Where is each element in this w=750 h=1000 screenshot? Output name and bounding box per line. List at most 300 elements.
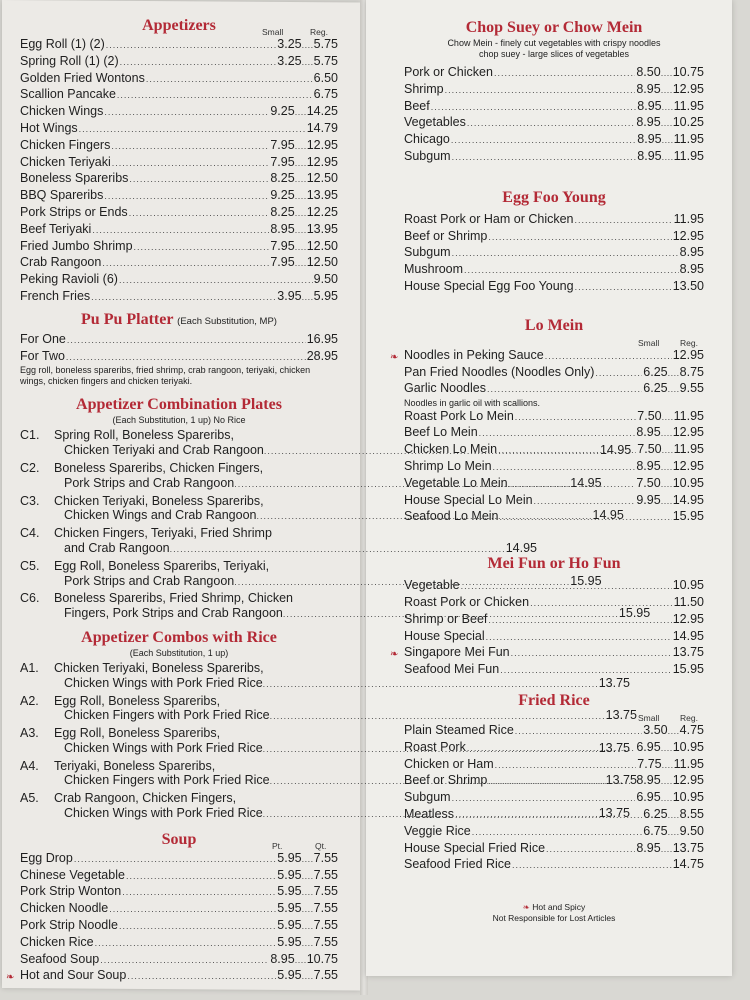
item-name: Chicken Lo Mein: [404, 442, 498, 457]
egg-foo-young-section: [404, 188, 704, 296]
item-price-small: 5.95: [277, 934, 302, 949]
combo-item: [20, 526, 537, 557]
item-name: Singapore Mei Fun: [404, 645, 510, 660]
menu-item: [20, 205, 338, 222]
item-price-small: 5.95: [277, 850, 302, 865]
item-price-small: 9.25: [270, 104, 295, 119]
item-name: BBQ Spareribs: [20, 188, 104, 203]
appetizers-list: [20, 37, 338, 306]
leader-dots: ....: [661, 411, 674, 422]
menu-item: [404, 212, 704, 229]
menu-item: [20, 255, 338, 272]
item-price: 8.55: [679, 807, 704, 821]
item-name: Vegetables: [404, 115, 466, 130]
menu-item: [404, 442, 704, 459]
leader-dots: [494, 66, 635, 82]
leader-dots: [95, 936, 277, 952]
item-name: Shrimp: [404, 81, 444, 96]
item-name: Vegetable Lo Mein: [404, 475, 508, 490]
fried-rice-list: [404, 723, 704, 874]
item-price-small: 3.25: [277, 37, 302, 51]
menu-item: [20, 332, 338, 349]
item-name: French Fries: [20, 288, 91, 303]
menu-item: [404, 723, 704, 740]
mei-fun-list: [390, 578, 704, 679]
leader-dots: [146, 72, 313, 88]
item-price: 5.95: [313, 288, 338, 303]
leader-dots: [493, 460, 636, 476]
menu-item: [404, 857, 704, 874]
item-name: Egg Drop: [20, 850, 73, 865]
lo-mein-list-2: [404, 409, 704, 527]
item-name: Chinese Vegetable: [20, 867, 125, 882]
item-price: 12.95: [672, 459, 704, 474]
combo-line-2-text: Chicken Wings with Pork Fried Rice: [64, 806, 263, 821]
item-name: Roast Pork: [404, 739, 466, 754]
soup-section: [6, 830, 338, 985]
leader-dots: ....: [301, 904, 314, 915]
leader-dots: ....: [660, 495, 673, 506]
small-label: Pt.: [272, 840, 283, 851]
combo-line-2-text: Fingers, Pork Strips and Crab Rangoon: [64, 606, 283, 621]
item-price: 13.75: [598, 806, 630, 821]
leader-dots: [515, 724, 643, 740]
reg-label: Reg.: [680, 337, 698, 348]
menu-item: [20, 155, 338, 172]
combo-line-1: Boneless Spareribs, Chicken Fingers,: [54, 460, 264, 475]
leader-dots: [122, 885, 276, 901]
leader-dots: [119, 273, 313, 289]
item-price-small: 6.25: [643, 807, 668, 821]
section-subtitle: (Each Substitution, 1 up) No Rice: [112, 415, 246, 426]
leader-dots: [134, 240, 270, 256]
combo-code: C3.: [20, 493, 40, 508]
leader-dots: ....: [301, 921, 314, 932]
menu-item: [404, 149, 704, 166]
menu-item: [20, 37, 338, 54]
item-name: Beef or Shrimp: [404, 228, 488, 243]
item-name: Subgum: [404, 148, 451, 163]
pupu-section: [20, 310, 338, 387]
section-note: chop suey - large slices of vegetables: [478, 49, 630, 59]
leader-dots: [66, 350, 306, 366]
lo-mein-section: [390, 316, 704, 526]
menu-item: [404, 509, 704, 526]
item-price-small: 7.50: [637, 408, 662, 423]
section-title: Appetizer Combination Plates: [76, 396, 282, 414]
section-note: Chow Mein - finely cut vegetables with crispy noodles: [447, 38, 661, 48]
menu-item: [404, 824, 704, 841]
item-price: 11.95: [673, 132, 704, 147]
combo-line-1: Teriyaki, Boneless Spareribs,: [54, 758, 216, 773]
leader-dots: [431, 100, 637, 116]
item-name: Chicken Noodle: [20, 901, 109, 916]
menu-item: [404, 99, 704, 116]
leader-dots: ....: [660, 776, 673, 787]
menu-item: [20, 171, 338, 188]
combo-line-1: Spring Roll, Boneless Spareribs,: [54, 428, 234, 443]
item-price: 13.50: [672, 278, 704, 293]
leader-dots: [488, 774, 635, 790]
item-price: 12.95: [672, 773, 704, 788]
menu-item: [404, 578, 704, 595]
menu-item: [404, 773, 704, 790]
leader-dots: [467, 741, 636, 757]
section-title: Mei Fun or Ho Fun: [487, 555, 621, 573]
item-price-small: 3.50: [643, 723, 668, 738]
menu-item: [20, 188, 338, 205]
item-price-small: 9.95: [636, 492, 661, 507]
item-price: 28.95: [306, 348, 338, 363]
item-price: 14.95: [672, 628, 704, 643]
item-price-small: 5.95: [277, 968, 302, 983]
leader-dots: [500, 510, 672, 526]
item-price-small: 8.95: [636, 773, 661, 788]
item-price: 15.95: [618, 606, 651, 621]
item-price-small: 8.95: [637, 132, 662, 147]
item-name: Seafood Lo Mein: [404, 509, 499, 524]
combo-line-2-text: Chicken Fingers with Pork Fried Rice: [64, 708, 270, 723]
chop-suey-section: [404, 18, 704, 166]
item-price: 12.95: [672, 425, 704, 440]
item-price: 12.95: [672, 228, 704, 243]
item-name: Beef: [404, 98, 430, 113]
item-price-small: 3.25: [277, 53, 302, 68]
item-name: Seafood Soup: [20, 951, 100, 966]
item-price: 7.55: [313, 934, 338, 949]
item-price: 10.75: [306, 951, 338, 966]
pupu-note: Egg roll, boneless spareribs, fried shrimp, crab rangoon, teriyaki, chicken wings, chicken fingers and chicken teriyaki.: [20, 365, 311, 386]
garlic-noodles-note: Noodles in garlic oil with scallions.: [404, 398, 541, 409]
item-name: House Special Lo Mein: [404, 492, 533, 507]
menu-item: [20, 54, 338, 71]
item-name: Pork Strip Wonton: [20, 884, 122, 899]
combo-line-2-text: Pork Strips and Crab Rangoon: [64, 475, 235, 490]
item-price: 14.95: [570, 475, 602, 490]
leader-dots: ....: [667, 367, 680, 378]
combo-code: C2.: [20, 460, 40, 475]
leader-dots: ....: [301, 853, 314, 864]
leader-dots: ....: [660, 742, 673, 753]
reg-label: Reg.: [310, 27, 328, 37]
combo-line-2-text: Chicken Wings and Crab Rangoon: [64, 508, 257, 523]
leader-dots: ....: [301, 971, 314, 982]
combo-line-2-text: Pork Strips and Crab Rangoon: [64, 573, 235, 588]
item-price-small: 7.50: [636, 475, 661, 490]
menu-item: [20, 138, 338, 155]
leader-dots: ....: [660, 843, 673, 854]
item-price: 11.95: [673, 211, 704, 226]
item-price-small: 8.25: [270, 204, 295, 219]
leader-dots: [515, 410, 637, 426]
item-price: 8.95: [679, 262, 704, 277]
item-price-small: 8.95: [270, 951, 295, 966]
size-header: [404, 713, 704, 723]
menu-item: [20, 851, 338, 868]
leader-dots: ....: [660, 793, 673, 804]
menu-item: [20, 884, 338, 901]
combo-line-1: Chicken Teriyaki, Boneless Spareribs,: [54, 660, 264, 675]
leader-dots: ....: [301, 40, 314, 50]
leader-dots: ....: [294, 191, 307, 202]
item-price: 12.50: [306, 171, 338, 186]
item-price: 14.95: [599, 443, 632, 458]
soup-list: [6, 850, 338, 985]
leader-dots: [467, 116, 636, 132]
fried-rice-section: [404, 691, 704, 874]
leader-dots: [129, 206, 270, 222]
leader-dots: ....: [667, 810, 680, 820]
menu-item: [404, 262, 704, 279]
item-name: Chicken Teriyaki: [20, 154, 111, 169]
leader-dots: [487, 382, 642, 398]
item-price-small: 8.95: [270, 221, 295, 236]
menu-item: [404, 381, 704, 398]
item-name: Vegetable: [404, 578, 460, 593]
leader-dots: [495, 758, 637, 774]
leader-dots: [455, 808, 642, 824]
leader-dots: [461, 579, 672, 595]
combo-line-1: Egg Roll, Boneless Spareribs,: [54, 693, 221, 708]
item-price: 12.50: [306, 238, 338, 253]
menu-item: [404, 65, 704, 82]
item-name: Hot Wings: [20, 120, 78, 135]
item-price-small: 8.95: [637, 98, 662, 113]
small-label: Small: [638, 337, 660, 348]
leader-dots: [117, 88, 313, 104]
leader-dots: ....: [294, 174, 307, 185]
leader-dots: ....: [667, 726, 680, 737]
item-price: 7.55: [313, 918, 338, 933]
item-price-small: 8.95: [637, 148, 662, 163]
item-price: 7.55: [313, 867, 338, 882]
menu-item: [404, 841, 704, 858]
leader-dots: [111, 139, 269, 155]
item-price-small: 5.95: [277, 884, 302, 899]
leader-dots: [464, 263, 679, 279]
item-price-small: 7.95: [270, 154, 295, 169]
leader-dots: [452, 791, 636, 807]
chop-suey-list: [404, 65, 704, 166]
item-price-small: 5.95: [277, 901, 302, 916]
leader-dots: ....: [294, 157, 307, 168]
menu-item: [390, 645, 704, 662]
item-price: 12.25: [306, 204, 338, 219]
item-price-small: 8.95: [636, 115, 661, 130]
egg-foo-young-list: [404, 212, 704, 296]
item-name: House Special Fried Rice: [404, 840, 546, 855]
menu-item: [404, 459, 704, 476]
menu-item: [404, 476, 704, 493]
leader-dots: ....: [294, 258, 307, 269]
leader-dots: ....: [661, 759, 674, 770]
combo-line-1: Chicken Fingers, Teriyaki, Fried Shrimp: [54, 526, 272, 541]
menu-item: [404, 245, 704, 262]
menu-item: [404, 662, 704, 679]
leader-dots: [74, 852, 276, 868]
item-price: 13.95: [306, 221, 338, 236]
section-title: Appetizer Combos with Rice: [81, 628, 277, 646]
size-header: [20, 27, 338, 37]
item-name: Roast Pork or Chicken: [404, 595, 530, 610]
lo-mein-list: [390, 347, 704, 398]
item-price: 15.95: [672, 509, 704, 524]
item-name: Crab Rangoon: [20, 255, 102, 270]
item-name: Chicken Rice: [20, 934, 94, 949]
item-name: Beef or Shrimp: [404, 773, 488, 788]
leader-dots: [575, 280, 672, 296]
combo-line-1: Crab Rangoon, Chicken Fingers,: [54, 791, 237, 806]
combo-code: A2.: [20, 693, 39, 708]
menu-footer: [404, 902, 704, 923]
item-name: Seafood Mei Fun: [404, 662, 500, 677]
leader-dots: ....: [294, 107, 307, 118]
item-name: Beef Teriyaki: [20, 221, 92, 236]
item-price-small: 9.25: [270, 188, 295, 203]
leader-dots: [472, 825, 643, 841]
menu-item: [20, 121, 338, 138]
item-price: 5.75: [313, 53, 338, 68]
leader-dots: [67, 333, 306, 349]
item-price: 16.95: [306, 331, 338, 346]
small-label: Small: [638, 713, 660, 724]
item-name: Scallion Pancake: [20, 87, 116, 102]
section-title: Lo Mein: [524, 316, 584, 334]
item-price-small: 5.95: [277, 918, 302, 933]
leader-dots: [92, 223, 269, 239]
item-price: 13.75: [598, 740, 630, 755]
leader-dots: [479, 426, 636, 442]
menu-item: [404, 229, 704, 246]
spicy-legend: [404, 902, 704, 913]
leader-dots: [127, 969, 276, 985]
menu-item: [390, 347, 704, 365]
leader-dots: ....: [660, 428, 673, 439]
item-price-small: 7.95: [270, 255, 295, 270]
size-header: [20, 841, 338, 851]
item-price: 12.95: [306, 154, 338, 169]
leader-dots: [575, 213, 673, 229]
item-price-small: 6.95: [636, 739, 661, 754]
leader-dots: [509, 477, 636, 493]
item-price: 9.50: [313, 272, 338, 287]
menu-item: [20, 239, 338, 256]
item-price: 15.95: [570, 573, 602, 588]
menu-item: [20, 272, 338, 289]
combo-item: [20, 693, 637, 725]
menu-item: [404, 279, 704, 296]
leader-dots: ....: [301, 56, 314, 67]
reg-label: Qt.: [315, 840, 327, 851]
menu-right-column: [390, 18, 704, 923]
leader-dots: [119, 919, 276, 935]
chili-pepper-icon: ❧: [6, 972, 15, 984]
menu-item: [404, 82, 704, 99]
menu-item: [20, 901, 338, 918]
menu-item: [404, 757, 704, 774]
menu-item: [20, 104, 338, 121]
leader-dots: [104, 189, 269, 205]
combo-line-1: Chicken Teriyaki, Boneless Spareribs,: [54, 493, 264, 508]
menu-item: [20, 71, 338, 88]
item-price-small: 7.50: [637, 442, 662, 457]
item-price: 13.95: [306, 188, 338, 203]
item-price: 10.75: [672, 65, 704, 79]
item-name: For One: [20, 331, 66, 346]
leader-dots: [445, 83, 636, 99]
item-price: 11.95: [673, 148, 704, 163]
leader-dots: ....: [301, 937, 314, 948]
leader-dots: ....: [301, 887, 314, 898]
item-name: Noodles in Peking Sauce: [404, 347, 544, 362]
section-title: Soup: [161, 830, 197, 848]
item-price: 9.50: [679, 823, 704, 838]
chili-pepper-icon: ❧: [522, 902, 530, 913]
item-price: 12.95: [672, 81, 704, 96]
item-price: 11.50: [673, 595, 704, 610]
item-price: 11.95: [673, 442, 704, 457]
leader-dots: ....: [294, 224, 307, 235]
item-price: 13.75: [672, 840, 704, 855]
item-price: 14.95: [505, 540, 537, 555]
item-name: For Two: [20, 348, 65, 363]
item-price: 14.75: [672, 857, 704, 872]
leader-dots: [102, 256, 269, 272]
section-title: [20, 310, 338, 332]
item-name: House Special Egg Foo Young: [404, 278, 574, 293]
item-price: 12.95: [306, 137, 338, 152]
combo-line-2-text: Chicken Fingers with Pork Fried Rice: [64, 773, 270, 788]
menu-item: [20, 87, 338, 104]
menu-item: [20, 222, 338, 239]
item-price: 7.55: [313, 850, 338, 865]
leader-dots: [500, 663, 672, 679]
leader-dots: [486, 630, 672, 646]
section-title: Appetizers: [142, 17, 216, 34]
item-name: Garlic Noodles: [404, 381, 486, 396]
section-title-text: Pu Pu Platter: [81, 310, 174, 328]
menu-item: [404, 425, 704, 442]
item-name: Plain Steamed Rice: [404, 723, 514, 738]
leader-dots: ....: [294, 241, 307, 252]
mei-fun-section: [390, 554, 704, 679]
combo-code: C5.: [20, 558, 40, 573]
item-name: Roast Pork Lo Mein: [404, 408, 514, 423]
item-name: Fried Jumbo Shrimp: [20, 238, 133, 253]
leader-dots: ....: [661, 445, 674, 456]
item-price-small: 6.25: [643, 381, 668, 396]
leader-dots: ....: [294, 207, 307, 218]
menu-item: [404, 115, 704, 132]
leader-dots: [545, 349, 672, 365]
menu-item: [404, 132, 704, 149]
leader-dots: ....: [661, 101, 674, 112]
item-price: 11.95: [673, 98, 704, 113]
item-name: Peking Ravioli (6): [20, 272, 118, 287]
leader-dots: ....: [660, 118, 673, 129]
item-price: 10.25: [672, 115, 704, 130]
combo-line-2-text: Chicken Wings with Pork Fried Rice: [64, 675, 263, 690]
item-price-small: 7.75: [637, 756, 662, 771]
leader-dots: ....: [667, 384, 680, 395]
item-price-small: 8.25: [270, 171, 295, 186]
menu-item: [404, 807, 704, 824]
leader-dots: ....: [294, 954, 307, 965]
section-title: Egg Foo Young: [502, 188, 606, 206]
item-price: 10.95: [672, 475, 704, 490]
reg-label: Reg.: [680, 713, 698, 724]
menu-item: [20, 349, 338, 366]
